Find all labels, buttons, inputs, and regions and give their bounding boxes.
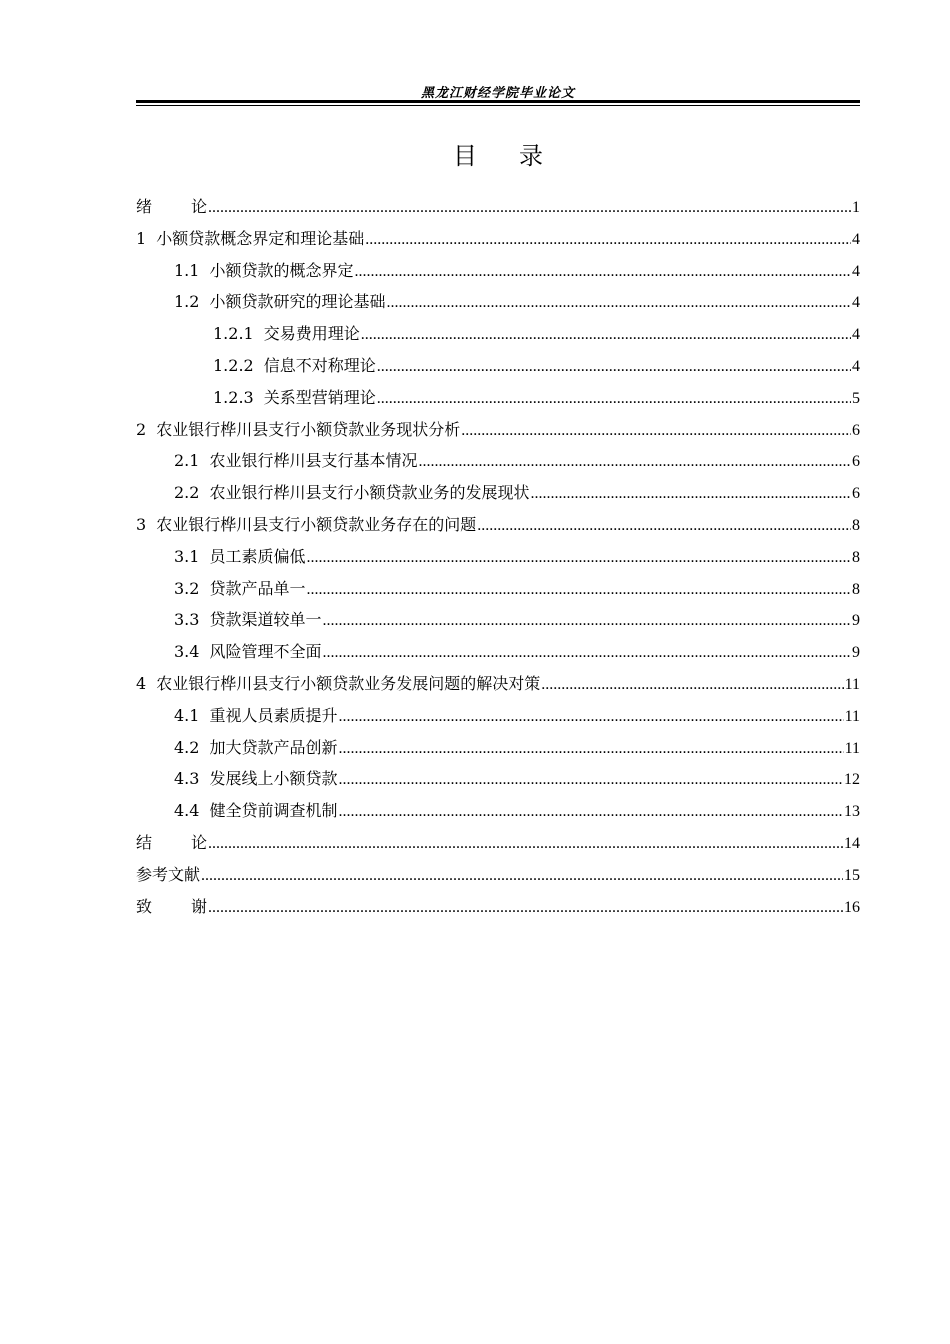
toc-dot-leader xyxy=(306,574,851,606)
toc-entry-page-number: 16 xyxy=(844,898,860,916)
toc-entry-number: 1 xyxy=(136,228,147,248)
toc-entry-number: 1.2 xyxy=(174,292,200,312)
toc-entry-title: 贷款渠道较单一 xyxy=(209,610,322,630)
toc-entry-title: 健全贷前调查机制 xyxy=(209,801,338,821)
toc-entry[interactable] xyxy=(136,604,860,636)
toc-entry-page-number: 6 xyxy=(852,453,860,471)
toc-entry-title: 重视人员素质提升 xyxy=(209,705,338,725)
toc-entry-title: 农业银行桦川县支行小额贷款业务现状分析 xyxy=(156,419,461,439)
toc-entry-title: 结论 xyxy=(136,832,208,852)
toc-entry-title: 发展线上小额贷款 xyxy=(209,769,338,789)
toc-entry-number: 3 xyxy=(136,514,147,534)
table-of-contents xyxy=(136,191,860,922)
toc-entry-title: 关系型营销理论 xyxy=(263,387,376,407)
toc-entry-number: 1.2.1 xyxy=(213,324,254,344)
toc-dot-leader xyxy=(201,860,843,892)
toc-entry-title: 信息不对称理论 xyxy=(263,355,376,375)
page-title: 目录 xyxy=(453,142,585,170)
toc-entry-title: 小额贷款研究的理论基础 xyxy=(209,292,386,312)
toc-entry-page-number: 13 xyxy=(844,803,860,821)
toc-entry-page-number: 4 xyxy=(852,357,860,375)
toc-entry[interactable] xyxy=(136,573,860,605)
toc-dot-leader xyxy=(322,605,851,637)
toc-dot-leader xyxy=(338,701,843,733)
toc-entry-page-number: 8 xyxy=(852,580,860,598)
toc-entry-title: 绪论 xyxy=(136,197,208,216)
toc-dot-leader xyxy=(365,224,851,256)
toc-entry[interactable] xyxy=(136,700,860,732)
toc-entry[interactable] xyxy=(136,445,860,477)
toc-entry-page-number: 11 xyxy=(844,675,860,693)
toc-entry-page-number: 5 xyxy=(852,389,860,407)
toc-entry-title: 农业银行桦川县支行基本情况 xyxy=(209,451,418,471)
toc-entry-page-number: 1 xyxy=(852,199,860,216)
toc-entry-page-number: 11 xyxy=(844,707,860,725)
toc-entry-title: 小额贷款概念界定和理论基础 xyxy=(156,228,365,248)
toc-dot-leader xyxy=(477,510,851,542)
toc-entry-title: 加大贷款产品创新 xyxy=(209,737,338,757)
toc-dot-leader xyxy=(418,446,851,478)
toc-entry-page-number: 12 xyxy=(844,771,860,789)
header-rule-thin xyxy=(136,105,860,106)
toc-entry-title: 农业银行桦川县支行小额贷款业务存在的问题 xyxy=(156,514,477,534)
toc-dot-leader xyxy=(208,192,851,224)
toc-entry[interactable] xyxy=(136,318,860,350)
toc-entry[interactable] xyxy=(136,891,860,923)
toc-entry-page-number: 8 xyxy=(852,548,860,566)
toc-entry-title: 小额贷款的概念界定 xyxy=(209,260,354,280)
toc-dot-leader xyxy=(208,828,843,860)
toc-entry-number: 3.4 xyxy=(174,642,200,662)
toc-entry-number: 4 xyxy=(136,673,147,693)
toc-entry[interactable] xyxy=(136,763,860,795)
toc-entry-page-number: 14 xyxy=(844,834,860,852)
toc-dot-leader xyxy=(377,351,851,383)
toc-dot-leader xyxy=(306,542,851,574)
toc-entry-page-number: 9 xyxy=(852,612,860,630)
toc-entry-number: 3.1 xyxy=(174,546,200,566)
header-rule-thick xyxy=(136,100,860,103)
toc-entry[interactable] xyxy=(136,350,860,382)
toc-dot-leader xyxy=(461,415,851,447)
toc-entry[interactable] xyxy=(136,732,860,764)
toc-entry-number: 2.1 xyxy=(174,451,200,471)
toc-entry-title: 交易费用理论 xyxy=(263,324,360,344)
toc-entry-number: 2 xyxy=(136,419,147,439)
toc-entry[interactable] xyxy=(136,191,860,223)
toc-entry[interactable] xyxy=(136,636,860,668)
toc-entry-title: 员工素质偏低 xyxy=(209,546,306,566)
toc-entry-page-number: 4 xyxy=(852,294,860,312)
toc-entry[interactable] xyxy=(136,509,860,541)
toc-entry-title: 贷款产品单一 xyxy=(209,578,306,598)
page-header: 黑龙江财经学院毕业论文 xyxy=(420,86,575,101)
toc-entry-page-number: 4 xyxy=(852,262,860,280)
toc-entry-number: 1.1 xyxy=(174,260,200,280)
toc-entry-page-number: 6 xyxy=(852,421,860,439)
toc-entry[interactable] xyxy=(136,414,860,446)
toc-entry[interactable] xyxy=(136,827,860,859)
toc-entry-page-number: 8 xyxy=(852,516,860,534)
toc-entry-number: 1.2.3 xyxy=(213,387,254,407)
toc-dot-leader xyxy=(338,733,843,765)
toc-entry-page-number: 15 xyxy=(844,866,860,884)
toc-dot-leader xyxy=(377,383,851,415)
toc-entry-title: 致谢 xyxy=(136,896,208,916)
toc-entry-number: 3.2 xyxy=(174,578,200,598)
toc-entry-page-number: 4 xyxy=(852,230,860,248)
toc-entry[interactable] xyxy=(136,795,860,827)
toc-entry-title: 参考文献 xyxy=(136,864,201,884)
toc-entry-number: 2.2 xyxy=(174,483,200,503)
toc-entry-number: 4.1 xyxy=(174,705,200,725)
toc-entry[interactable] xyxy=(136,668,860,700)
toc-entry[interactable] xyxy=(136,382,860,414)
toc-entry-number: 3.3 xyxy=(174,610,200,630)
toc-dot-leader xyxy=(361,319,851,351)
toc-dot-leader xyxy=(386,287,851,319)
toc-dot-leader xyxy=(541,669,843,701)
toc-entry-number: 4.4 xyxy=(174,801,200,821)
toc-dot-leader xyxy=(338,764,843,796)
toc-entry[interactable] xyxy=(136,286,860,318)
toc-entry-page-number: 4 xyxy=(852,326,860,344)
toc-entry[interactable] xyxy=(136,255,860,287)
toc-entry-page-number: 9 xyxy=(852,644,860,662)
toc-entry-page-number: 6 xyxy=(852,485,860,503)
toc-entry-number: 4.2 xyxy=(174,737,200,757)
toc-dot-leader xyxy=(338,796,843,828)
toc-entry[interactable] xyxy=(136,541,860,573)
toc-dot-leader xyxy=(322,637,851,669)
toc-entry-title: 农业银行桦川县支行小额贷款业务的发展现状 xyxy=(209,483,530,503)
toc-entry-title: 农业银行桦川县支行小额贷款业务发展问题的解决对策 xyxy=(156,673,541,693)
toc-entry[interactable] xyxy=(136,477,860,509)
toc-dot-leader xyxy=(208,892,843,924)
toc-entry-page-number: 11 xyxy=(844,739,860,757)
toc-dot-leader xyxy=(354,256,851,288)
toc-entry-number: 1.2.2 xyxy=(213,355,254,375)
toc-dot-leader xyxy=(530,478,851,510)
toc-entry-number: 4.3 xyxy=(174,769,200,789)
toc-entry[interactable] xyxy=(136,223,860,255)
toc-entry-title: 风险管理不全面 xyxy=(209,642,322,662)
toc-entry[interactable] xyxy=(136,859,860,891)
